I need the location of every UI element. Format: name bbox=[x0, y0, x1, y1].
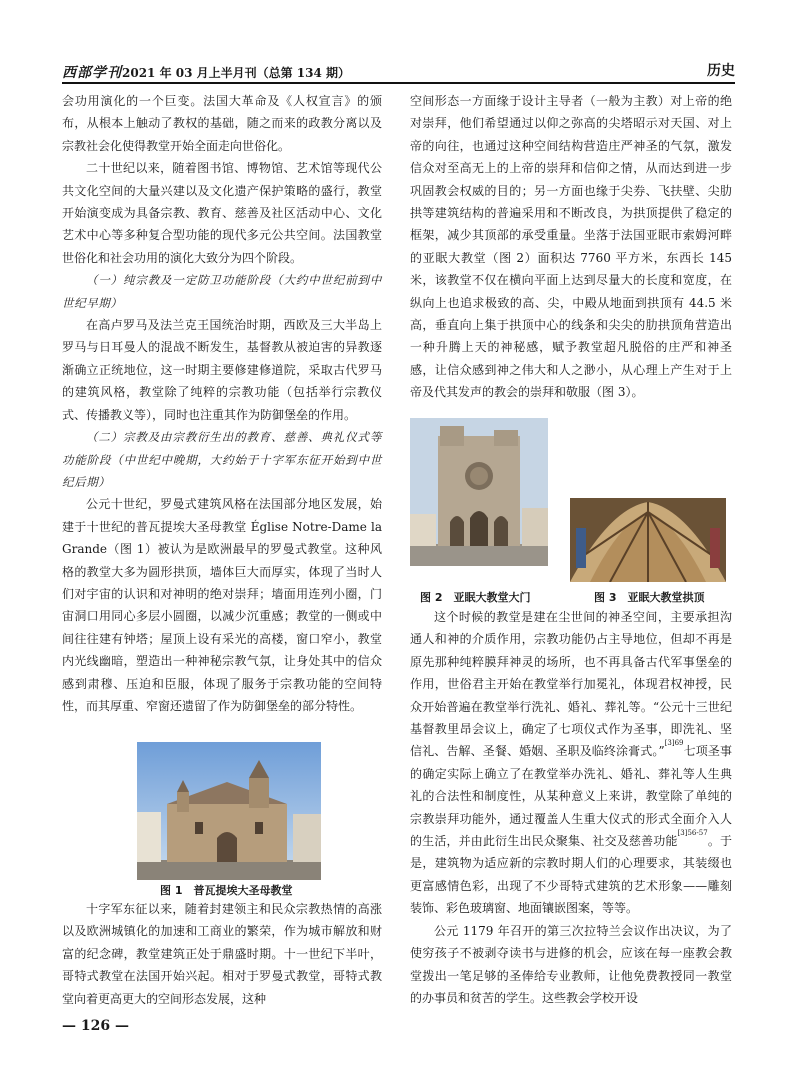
vault-ceiling-icon bbox=[570, 498, 726, 582]
text-run: 七项圣事的确定实际上确立了在教堂举办洗礼、婚礼、葬礼等人生典礼的合法性和制度性，从某种意义上来讲，教堂除了单纯的宗教崇拜功能外，通过覆盖人生重大仪式的形式全面介入人的生活，并由此衍生出民众聚集、社交及慈善功能 bbox=[410, 744, 732, 849]
section-heading: （一）纯宗教及一定防卫功能阶段（大约中世纪前到中世纪早期） bbox=[62, 273, 382, 310]
journal-logo: 西部学刊 bbox=[62, 65, 122, 81]
figure-1-image bbox=[137, 742, 321, 880]
paragraph: 空间形态一方面缘于设计主导者（一般为主教）对上帝的绝对崇拜，他们希望通过以仰之弥高的尖塔昭示对天国、对上帝的向往，也通过这种空间结构营造庄严神圣的气氛，激发信众对至高无上的上帝的崇拜和信仰之情，从而达到进一步巩固教会权威的目的；另一方面也缘于尖券、飞扶壁、尖肋拱等建筑结构的普遍采用和不断改良，为拱顶提供了稳定的框架，减少其顶部的承受重量。坐落于法国亚眠市索姆河畔的亚眠大教堂（图 2）面积达 7760 平方米，东西长 145 米，该教堂不仅在横向平面上达到尽量大的长度和宽度，在纵向上也追求极致的高、尖，中殿从地面到拱顶有 44.5 米高，垂直向上集于拱顶中心的线条和尖尖的肋拱顶角营造出一种升腾上天的神秘感，赋予教堂超凡脱俗的庄严和神圣感，让信众感到神之伟大和人之渺小，从心理上产生对于上帝及代其发声的教会的崇拜和敬服（图 3）。 bbox=[410, 94, 732, 400]
figure-2-image bbox=[410, 418, 548, 566]
left-column-bottom bbox=[62, 898, 382, 1010]
section-title: 历史 bbox=[707, 63, 735, 79]
right-column bbox=[410, 90, 732, 404]
section-heading: （二）宗教及由宗教衍生出的教育、慈善、典礼仪式等功能阶段（中世纪中晚期，大约始于十字军东征开始到中世纪后期） bbox=[62, 430, 382, 489]
paragraph bbox=[410, 606, 732, 920]
reference-mark: [3]69 bbox=[664, 739, 684, 748]
figure-3-image bbox=[570, 498, 726, 582]
text-run: 。于是，建筑物为适应新的宗教时期人们的心理要求，其装缀也更富感情色彩，出现了不少哥特式建筑的艺术形象——雕刻装饰、彩色玻璃窗、地面镶嵌图案，等等。 bbox=[410, 834, 732, 916]
page-header bbox=[62, 58, 735, 84]
paragraph: 二十世纪以来，随着图书馆、博物馆、艺术馆等现代公共文化空间的大量兴建以及文化遗产保护策略的盛行，教堂开始演变成为具备宗教、教育、慈善及社区活动中心、文化艺术中心等多种复合型功能的现代多元公共空间。法国教堂世俗化和社会功用的演化大致分为四个阶段。 bbox=[62, 161, 382, 265]
page-number: — 126 — bbox=[62, 1018, 129, 1034]
reference-mark: [3]56-57 bbox=[677, 829, 708, 838]
paragraph: 在高卢罗马及法兰克王国统治时期，西欧及三大半岛上罗马与日耳曼人的混战不断发生，基督教从被迫害的异教逐渐确立正统地位，这一时期主要修建修道院，采取古代罗马的建筑风格，教堂除了纯粹的宗教功能（包括举行宗教仪式、传播教义等），同时也注重其作为防御堡垒的作用。 bbox=[62, 318, 382, 422]
cathedral-facade-icon bbox=[410, 418, 548, 566]
header-rule bbox=[62, 82, 735, 84]
figure-3-caption: 图 3 亚眠大教堂拱顶 bbox=[594, 591, 705, 604]
right-column-bottom bbox=[410, 606, 732, 1009]
paragraph: 公元十世纪，罗曼式建筑风格在法国部分地区发展，始建于十世纪的普瓦提埃大圣母教堂 Église Notre-Dame la Grande（图 1）被认为是欧洲最早的罗曼式教堂。这种风格的教堂大多为圆形拱顶，墙体巨大而厚实，体现了当时人们对宇宙的认识和对神明的绝对崇拜；墙面用连列小圈，门宙洞口用同心多层小圆圈，以减少沉重感；教堂的一侧或中间往往建有钟塔；屋顶上设有采光的高楼，窗口窄小，教堂内光线幽暗，塑造出一种神秘宗教气氛，让身处其中的信众感到肃穆、压迫和臣服，体现了服务于宗教功能的空间特性，而其厚重、窄窗还遗留了作为防御堡垒的部分特性。 bbox=[62, 497, 382, 713]
paragraph: 会功用演化的一个巨变。法国大革命及《人权宣言》的颁布，从根本上触动了教权的基础，随之而来的政教分离以及宗教社会化使得教堂开始全面走向世俗化。 bbox=[62, 94, 382, 153]
journal-info bbox=[62, 62, 350, 82]
text-run: 这个时候的教堂是建在尘世间的神圣空间，主要承担沟通人和神的介质作用，宗教功能仍占主导地位，但却不再是原先那种纯粹膜拜神灵的场所，也不再具备古代军事堡垒的作用，世俗君主开始在教堂举行加冕礼，体现君权神授，民众开始普遍在教堂举行洗礼、婚礼、葬礼等。“公元十三世纪基督教里昂会议上，确定了七项仪式作为圣事，即洗礼、坚信礼、告解、圣餐、婚姻、圣职及临终涂膏式。” bbox=[410, 610, 732, 759]
figure-1-caption: 图 1 普瓦提埃大圣母教堂 bbox=[160, 884, 293, 897]
left-column bbox=[62, 90, 382, 717]
church-photo-icon bbox=[137, 742, 321, 880]
paragraph: 公元 1179 年召开的第三次拉特兰会议作出决议，为了使穷孩子不被剥夺读书与进修的机会，应该在每一座教会教堂拨出一笔足够的圣俸给专业教师，让他免费教授同一教堂的办事员和贫苦的学生。这些教会学校开设 bbox=[410, 923, 732, 1005]
figure-2-caption: 图 2 亚眠大教堂大门 bbox=[420, 591, 531, 604]
issue-info: 2021 年 03 月上半月刊（总第 134 期） bbox=[122, 66, 351, 80]
paragraph: 十字军东征以来，随着封建领主和民众宗教热情的高涨以及欧洲城镇化的加速和工商业的繁荣，作为城市解放和财富的纪念碑，教堂建筑正处于鼎盛时期。十一世纪下半叶，哥特式教堂在法国开始兴起。相对于罗曼式教堂，哥特式教堂向着更高更大的空间形态发展，这种 bbox=[62, 902, 382, 1006]
